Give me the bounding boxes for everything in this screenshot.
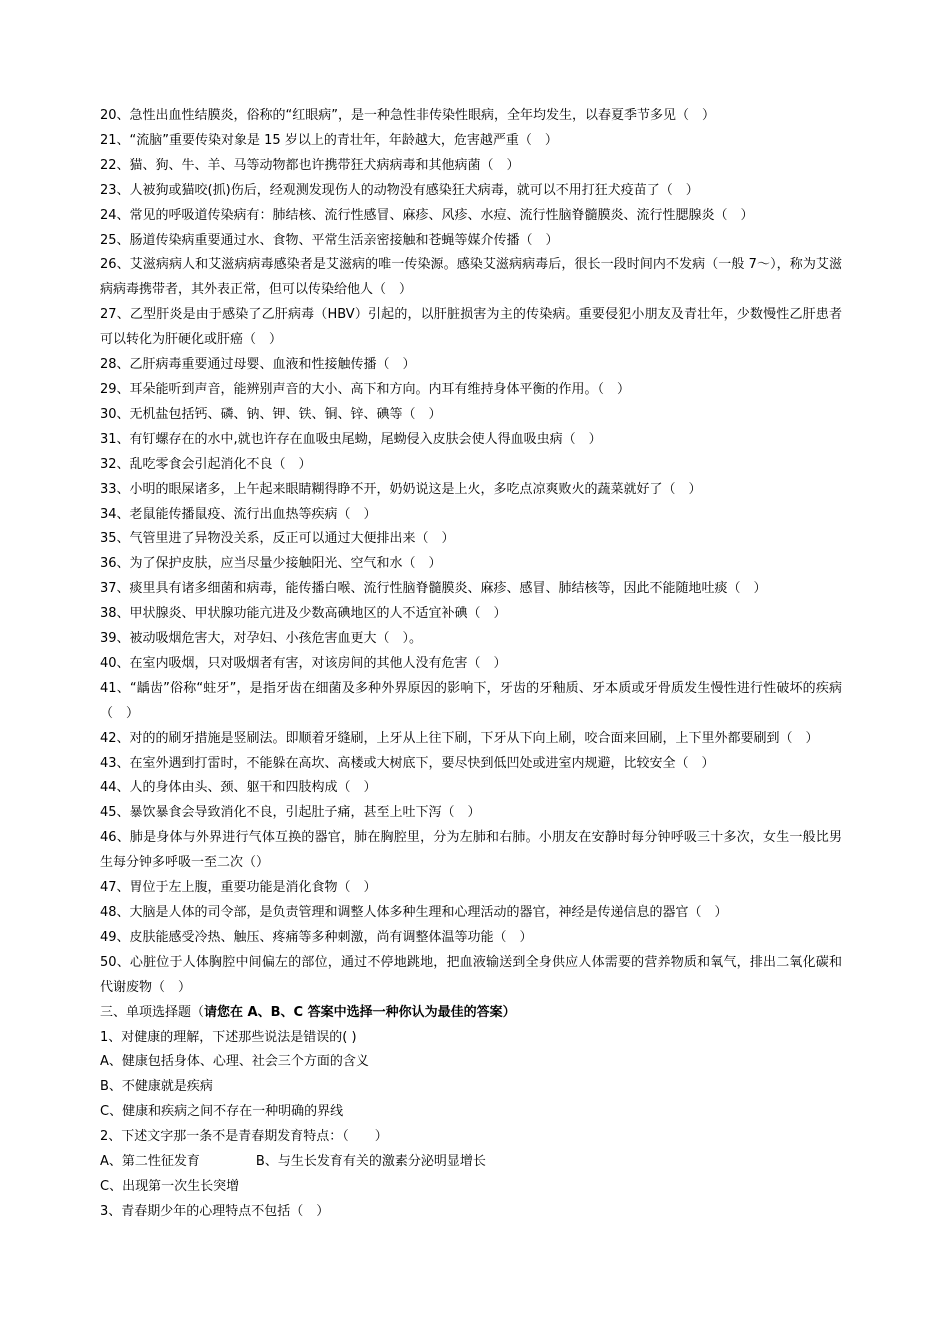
question-text: 在室外遇到打雷时，不能躲在高坎、高楼或大树底下，要尽快到低凹处或进室内规避，比较安全（ ） (129, 755, 715, 771)
question-number: 42、 (100, 730, 130, 746)
question-number: 36、 (100, 556, 130, 572)
question-text: “流脑”重要传染对象是 15 岁以上的青壮年，年龄越大，危害越严重（ ） (129, 132, 558, 148)
question-text: 急性出血性结膜炎，俗称的“红眼病”，是一种急性非传染性眼病，全年均发生，以春夏季节多见（ ） (129, 108, 716, 123)
question-number: 22、 (100, 157, 130, 173)
question-text: 皮肤能感受冷热、触压、疼痛等多种刺激，尚有调整体温等功能（ ） (129, 929, 533, 945)
mc-question-1-option-b: B、不健康就是疾病 (100, 1079, 213, 1095)
question-text: 胃位于左上腹，重要功能是消化食物（ ） (129, 880, 377, 896)
question-item (100, 378, 842, 403)
section-three-heading (100, 1001, 842, 1026)
question-item (100, 677, 842, 727)
question-item (100, 752, 842, 777)
question-number: 24、 (100, 207, 130, 223)
question-item (100, 901, 842, 926)
question-text: 被动吸烟危害大，对孕妇、小孩危害血更大（ ）。 (129, 631, 423, 647)
question-number: 23、 (100, 182, 130, 198)
question-number: 44、 (100, 780, 130, 796)
section-three-heading-plain: 三、单项选择题（ (100, 1004, 205, 1020)
question-item (100, 826, 842, 876)
question-item (100, 303, 842, 353)
question-text: 常见的呼吸道传染病有：肺结核、流行性感冒、麻疹、风疹、水痘、流行性脑脊髓膜炎、流行性腮腺炎（ ） (129, 207, 754, 223)
mc-question-1-option-c: C、健康和疾病之间不存在一种明确的界线 (100, 1104, 344, 1120)
question-number: 30、 (100, 406, 130, 422)
question-number: 46、 (100, 830, 130, 846)
question-text: 暴饮暴食会导致消化不良，引起肚子痛，甚至上吐下泻（ ） (129, 805, 481, 821)
question-item (100, 204, 842, 229)
true-false-question-list (100, 104, 842, 1001)
question-item (100, 403, 842, 428)
question-number: 48、 (100, 905, 130, 920)
question-item (100, 577, 842, 602)
mc-question-3: 3、青春期少年的心理特点不包括（ ） (100, 1203, 330, 1219)
document-page (100, 104, 842, 1225)
question-text: 乙肝病毒重要通过母婴、血液和性接触传播（ ） (129, 357, 416, 373)
question-item (100, 104, 842, 129)
question-item (100, 876, 842, 901)
question-item (100, 253, 842, 303)
question-item (100, 652, 842, 677)
question-text: 甲状腺炎、甲状腺功能亢进及少数高碘地区的人不适宜补碘（ ） (129, 606, 507, 622)
question-text: 对的的刷牙措施是竖刷法。即顺着牙缝刷，上牙从上往下刷，下牙从下向上刷，咬合面来回刷，上下里外都要刷到（ ） (129, 730, 819, 746)
question-text: 猫、狗、牛、羊、马等动物都也许携带狂犬病病毒和其他病菌（ ） (129, 157, 520, 173)
question-number: 25、 (100, 232, 130, 248)
mc-question-1-option-a: A、健康包括身体、心理、社会三个方面的含义 (100, 1054, 369, 1070)
question-number: 40、 (100, 655, 130, 671)
question-number: 39、 (100, 631, 130, 647)
mc-question-2-option-b: B、与生长发育有关的激素分泌明显增长 (255, 1154, 486, 1170)
question-number: 28、 (100, 357, 130, 373)
question-item (100, 926, 842, 951)
question-number: 35、 (100, 531, 130, 547)
question-text: 人被狗或猫咬(抓)伤后，经观测发现伤人的动物没有感染狂犬病毒，就可以不用打狂犬疫苗了（ ） (129, 182, 699, 198)
question-number: 45、 (100, 805, 130, 821)
question-item (100, 129, 842, 154)
mc-question-2-option-c: C、出现第一次生长突增 (100, 1178, 240, 1194)
question-number: 32、 (100, 456, 130, 472)
question-item (100, 179, 842, 204)
question-item (100, 552, 842, 577)
question-text: 在室内吸烟，只对吸烟者有害，对该房间的其他人没有危害（ ） (129, 655, 507, 671)
question-text: 痰里具有诸多细菌和病毒，能传播白喉、流行性脑脊髓膜炎、麻疹、感冒、肺结核等，因此不能随地吐痰（ ） (129, 581, 767, 597)
question-text: 人的身体由头、颈、躯干和四肢构成（ ） (129, 780, 377, 796)
question-item (100, 154, 842, 179)
question-item (100, 951, 842, 1001)
question-text: 有钉螺存在的水中,就也许存在血吸虫尾蚴，尾蚴侵入皮肤会使人得血吸虫病（ ） (129, 431, 602, 447)
question-number: 33、 (100, 481, 130, 497)
question-number: 47、 (100, 880, 130, 896)
question-text: 耳朵能听到声音，能辨别声音的大小、高下和方向。内耳有维持身体平衡的作用。（ ） (129, 381, 631, 397)
question-item (100, 478, 842, 503)
question-text: 气管里进了异物没关系，反正可以通过大便排出来（ ） (129, 531, 455, 547)
question-text: 心脏位于人体胸腔中间偏左的部位，通过不停地跳地，把血液输送到全身供应人体需要的营养物质和氧气，排出二氧化碳和代谢废物（ ） (100, 954, 842, 995)
question-number: 43、 (100, 755, 130, 771)
question-text: 肠道传染病重要通过水、食物、平常生活亲密接触和苍蝇等媒介传播（ ） (129, 232, 559, 248)
question-text: 为了保护皮肤，应当尽量少接触阳光、空气和水（ ） (129, 556, 442, 572)
question-text: 老鼠能传播鼠疫、流行出血热等疾病（ ） (129, 506, 377, 522)
question-text: 乙型肝炎是由于感染了乙肝病毒（HBV）引起的，以肝脏损害为主的传染病。重要侵犯小朋友及青壮年，少数慢性乙肝患者可以转化为肝硬化或肝癌（ ） (100, 307, 842, 348)
question-item (100, 727, 842, 752)
question-text: 乱吃零食会引起消化不良（ ） (129, 456, 312, 472)
question-item (100, 776, 842, 801)
question-item (100, 453, 842, 478)
question-number: 38、 (100, 606, 130, 622)
section-three-heading-bold: 请您在 A、B、C 答案中选择一种你认为最佳的答案） (204, 1004, 516, 1020)
question-number: 29、 (100, 381, 130, 397)
question-number: 34、 (100, 506, 130, 522)
question-number: 26、 (100, 257, 130, 273)
question-number: 49、 (100, 929, 130, 945)
question-text: 肺是身体与外界进行气体互换的器官，肺在胸腔里，分为左肺和右肺。小朋友在安静时每分钟呼吸三十多次，女生一般比男生每分钟多呼吸一至二次（） (100, 830, 842, 871)
question-item (100, 527, 842, 552)
question-item (100, 353, 842, 378)
question-text: “龋齿”俗称“蛀牙”，是指牙齿在细菌及多种外界原因的影响下，牙齿的牙釉质、牙本质或牙骨质发生慢性进行性破坏的疾病（ ） (100, 680, 842, 721)
question-text: 无机盐包括钙、磷、钠、钾、铁、铜、锌、碘等（ ） (129, 406, 442, 422)
question-text: 大脑是人体的司令部，是负责管理和调整人体多种生理和心理活动的器官，神经是传递信息的器官（ ） (129, 905, 728, 920)
question-item (100, 229, 842, 254)
question-item (100, 602, 842, 627)
question-number: 50、 (100, 954, 130, 970)
question-item (100, 801, 842, 826)
question-number: 41、 (100, 680, 130, 696)
question-number: 37、 (100, 581, 130, 597)
question-item (100, 428, 842, 453)
question-number: 21、 (100, 132, 130, 148)
mc-question-2-options-ab (100, 1150, 842, 1175)
mc-question-2: 2、下述文字那一条不是青春期发育特点：（ ） (100, 1129, 388, 1145)
question-number: 20、 (100, 108, 130, 123)
mc-question-1: 1、对健康的理解，下述那些说法是错误的( ) (100, 1029, 357, 1045)
question-text: 小明的眼屎诸多，上午起来眼睛糊得睁不开，奶奶说这是上火，多吃点凉爽败火的蔬菜就好了（ ） (129, 481, 702, 497)
question-number: 27、 (100, 307, 130, 323)
question-item (100, 627, 842, 652)
mc-question-2-option-a: A、第二性征发育 (100, 1154, 200, 1170)
question-text: 艾滋病病人和艾滋病病毒感染者是艾滋病的唯一传染源。感染艾滋病病毒后，很长一段时间内不发病（一般 7～），称为艾滋病病毒携带者，其外表正常，但可以传染给他人（ ） (100, 257, 842, 298)
question-number: 31、 (100, 431, 130, 447)
question-item (100, 503, 842, 528)
